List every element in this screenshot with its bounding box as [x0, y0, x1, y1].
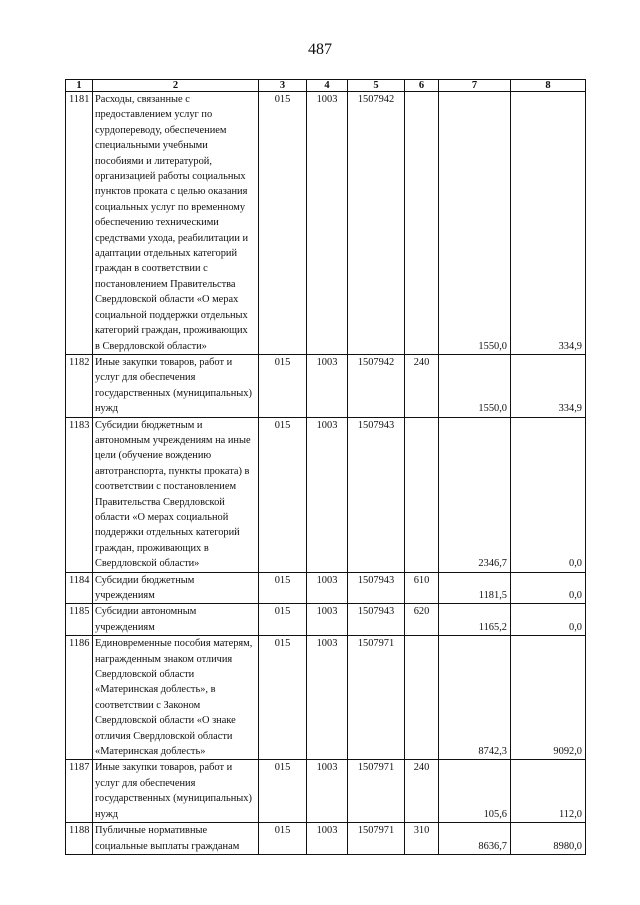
expense-type-code — [405, 92, 439, 355]
target-article-code: 1507942 — [348, 354, 405, 417]
section-code: 1003 — [307, 92, 348, 355]
column-header: 8 — [511, 80, 586, 92]
expense-type-code: 620 — [405, 604, 439, 636]
budget-table — [65, 79, 586, 855]
ministry-code: 015 — [259, 572, 307, 604]
row-number: 1181 — [66, 92, 93, 355]
ministry-code: 015 — [259, 760, 307, 823]
target-article-code: 1507971 — [348, 636, 405, 760]
section-code: 1003 — [307, 354, 348, 417]
amount-col7: 1165,2 — [439, 604, 511, 636]
expense-type-code: 240 — [405, 760, 439, 823]
table-row — [66, 354, 586, 417]
amount-col8: 0,0 — [511, 572, 586, 604]
column-header: 2 — [93, 80, 259, 92]
column-header: 7 — [439, 80, 511, 92]
target-article-code: 1507943 — [348, 604, 405, 636]
amount-col7: 1550,0 — [439, 92, 511, 355]
ministry-code: 015 — [259, 823, 307, 855]
target-article-code: 1507971 — [348, 760, 405, 823]
expense-type-code: 240 — [405, 354, 439, 417]
amount-col7: 105,6 — [439, 760, 511, 823]
expense-type-code: 610 — [405, 572, 439, 604]
expense-type-code — [405, 636, 439, 760]
header-row — [66, 80, 586, 92]
table-row — [66, 636, 586, 760]
expense-type-code — [405, 417, 439, 572]
target-article-code: 1507943 — [348, 572, 405, 604]
target-article-code: 1507943 — [348, 417, 405, 572]
section-code: 1003 — [307, 636, 348, 760]
row-description: Иные закупки товаров, работ и услуг для обеспечения государственных (муниципальных) нужд — [93, 760, 259, 823]
ministry-code: 015 — [259, 604, 307, 636]
table-row — [66, 417, 586, 572]
table-row — [66, 823, 586, 855]
amount-col8: 112,0 — [511, 760, 586, 823]
amount-col7: 1181,5 — [439, 572, 511, 604]
section-code: 1003 — [307, 760, 348, 823]
section-code: 1003 — [307, 572, 348, 604]
ministry-code: 015 — [259, 417, 307, 572]
amount-col8: 0,0 — [511, 417, 586, 572]
row-description: Публичные нормативные социальные выплаты гражданам — [93, 823, 259, 855]
row-number: 1186 — [66, 636, 93, 760]
row-description: Субсидии бюджетным учреждениям — [93, 572, 259, 604]
row-number: 1188 — [66, 823, 93, 855]
amount-col8: 9092,0 — [511, 636, 586, 760]
ministry-code: 015 — [259, 92, 307, 355]
column-header: 4 — [307, 80, 348, 92]
row-description: Иные закупки товаров, работ и услуг для обеспечения государственных (муниципальных) нужд — [93, 354, 259, 417]
section-code: 1003 — [307, 604, 348, 636]
amount-col7: 2346,7 — [439, 417, 511, 572]
row-number: 1183 — [66, 417, 93, 572]
column-header: 6 — [405, 80, 439, 92]
column-header: 1 — [66, 80, 93, 92]
expense-type-code: 310 — [405, 823, 439, 855]
column-header: 3 — [259, 80, 307, 92]
row-number: 1187 — [66, 760, 93, 823]
section-code: 1003 — [307, 823, 348, 855]
page-number: 487 — [308, 41, 332, 58]
row-number: 1184 — [66, 572, 93, 604]
amount-col7: 1550,0 — [439, 354, 511, 417]
column-header: 5 — [348, 80, 405, 92]
row-number: 1182 — [66, 354, 93, 417]
section-code: 1003 — [307, 417, 348, 572]
table-row — [66, 604, 586, 636]
target-article-code: 1507942 — [348, 92, 405, 355]
amount-col8: 334,9 — [511, 354, 586, 417]
table-row — [66, 760, 586, 823]
ministry-code: 015 — [259, 636, 307, 760]
amount-col8: 8980,0 — [511, 823, 586, 855]
amount-col7: 8636,7 — [439, 823, 511, 855]
row-description: Субсидии бюджетным и автономным учреждениям на иные цели (обучение вождению автотранспорта, пункты проката) в соответствии с постановлением Правительства Свердловской области «О мерах социальной поддержки отдельных категорий граждан, проживающих в Свердловской области» — [93, 417, 259, 572]
row-description: Единовременные пособия матерям, награжденным знаком отличия Свердловской области «Материнская доблесть», в соответствии с Законом Свердловской области «О знаке отличия Свердловской области «Материнская доблесть» — [93, 636, 259, 760]
row-description: Субсидии автономным учреждениям — [93, 604, 259, 636]
table-row — [66, 92, 586, 355]
amount-col8: 334,9 — [511, 92, 586, 355]
row-number: 1185 — [66, 604, 93, 636]
amount-col7: 8742,3 — [439, 636, 511, 760]
target-article-code: 1507971 — [348, 823, 405, 855]
ministry-code: 015 — [259, 354, 307, 417]
amount-col8: 0,0 — [511, 604, 586, 636]
table-row — [66, 572, 586, 604]
row-description: Расходы, связанные с предоставлением услуг по сурдопереводу, обеспечением специальными учебными пособиями и литературой, организацией работы социальных пунктов проката с целью оказания социальных услуг по временному обеспечению техническими средствами ухода, реабилитации и адаптации отдельных категорий граждан в соответствии с постановлением Правительства Свердловской области «О мерах социальной поддержки отдельных категорий граждан, проживающих в Свердловской области» — [93, 92, 259, 355]
